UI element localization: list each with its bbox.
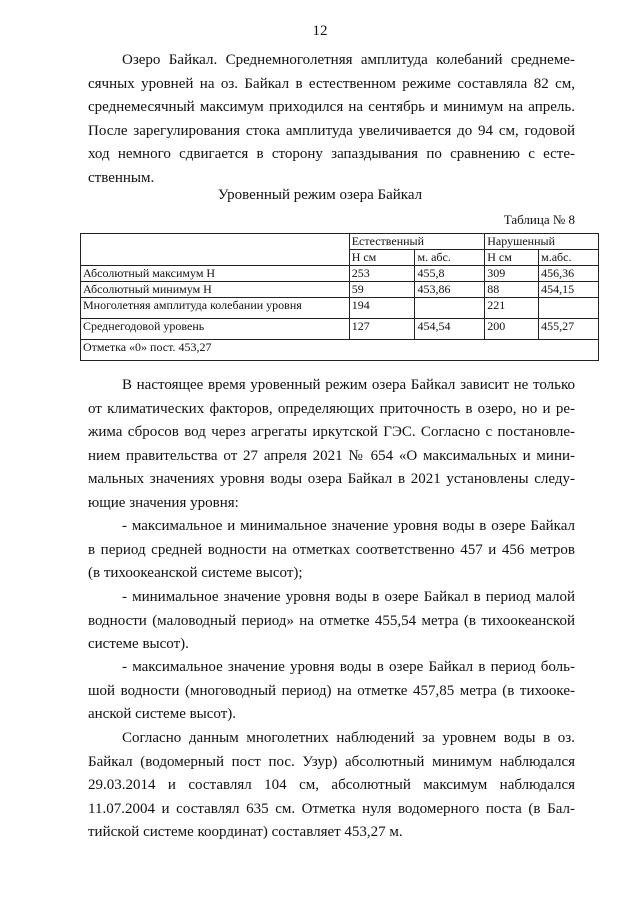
table-cell: 455,27	[539, 319, 599, 340]
body-line: (в тихоокеанской системе высот);	[88, 565, 303, 581]
body-paragraph	[88, 727, 575, 845]
body-line: тийской системе координат) составляет 453,27 м.	[88, 824, 403, 840]
row-name: Среднегодовой уровень	[81, 319, 350, 340]
row-name: Многолетняя амплитуда колебании уровня	[81, 298, 350, 319]
intro-line: среднемесячный максимум приходился на сентябрь и минимум на апрель.	[88, 99, 575, 115]
table-footer-row	[81, 340, 599, 361]
group-header-disturbed: Нарушенный	[485, 234, 599, 250]
row-name: Абсолютный минимум Н	[81, 282, 350, 298]
body-line: от климатических факторов, определяющих приточность в озеро, но и ре-	[88, 400, 575, 417]
sub-header: Н см	[349, 250, 415, 266]
body-line: жима сбросов вод через агрегаты иркутской ГЭС. Согласно с постановле-	[88, 424, 575, 440]
intro-line: Озеро Байкал. Среднемноголетняя амплитуда колебаний среднеме-	[122, 52, 575, 68]
table-label: Таблица № 8	[503, 212, 575, 227]
page-number: 12	[312, 23, 328, 39]
table-cell: 127	[349, 319, 415, 340]
intro-paragraph	[88, 49, 575, 190]
body-line: ющие значения уровня:	[88, 494, 239, 511]
table-row	[81, 298, 599, 319]
table-cell: 454,54	[415, 319, 485, 340]
body-line: Согласно данным многолетних наблюдений за уровнем воды в оз.	[122, 730, 575, 746]
group-header-natural: Естественный	[349, 234, 485, 250]
body-line: 11.07.2004 и составлял 635 см. Отметка нуля водомерного поста (в Бал-	[88, 800, 575, 817]
body-line: - максимальное и минимальное значение уровня воды в озере Байкал	[122, 518, 575, 534]
table-cell: 309	[485, 266, 539, 282]
table-cell: 454,15	[539, 282, 599, 298]
list-item	[88, 656, 575, 727]
table-cell	[539, 298, 599, 319]
table-cell: 455,8	[415, 266, 485, 282]
intro-line: сячных уровней на оз. Байкал в естественном режиме составляла 82 см,	[88, 75, 575, 92]
body-line: - минимальное значение уровня воды в озере Байкал в период малой	[122, 589, 575, 605]
body-line: в период средней водности на отметках соответственно 457 и 456 метров	[88, 541, 575, 558]
table-row	[81, 266, 599, 282]
table-cell: 59	[349, 282, 415, 298]
table-cell: 253	[349, 266, 415, 282]
table-cell	[415, 298, 485, 319]
body-line: Байкал (водомерный пост пос. Узур) абсолютный минимум наблюдался	[88, 753, 575, 770]
body-line: шой водности (многоводный период) на отметке 457,85 метра (в тихооке-	[88, 682, 575, 699]
table-cell: 221	[485, 298, 539, 319]
body-line: - максимальное значение уровня воды в озере Байкал в период боль-	[122, 659, 575, 675]
sub-header: Н см	[485, 250, 539, 266]
table-cell: 194	[349, 298, 415, 319]
body-line: 29.03.2014 и составлял 104 см, абсолютный максимум наблюдался	[88, 777, 575, 793]
table-corner-cell	[81, 234, 350, 266]
body-paragraph	[88, 374, 575, 515]
row-name: Абсолютный максимум Н	[81, 266, 350, 282]
list-item	[88, 515, 575, 586]
table-row	[81, 319, 599, 340]
body-line: анской системе высот).	[88, 706, 237, 722]
table-cell: 453,86	[415, 282, 485, 298]
body-line: мальных значениях уровня воды озера Байкал в 2021 установлены следу-	[88, 471, 575, 487]
body-line: системе высот).	[88, 636, 189, 652]
table-footer: Отметка «0» пост. 453,27	[81, 340, 599, 361]
sub-header: м. абс.	[415, 250, 485, 266]
table-cell: 200	[485, 319, 539, 340]
table-row	[81, 282, 599, 298]
table-cell: 88	[485, 282, 539, 298]
body-line: нием правительства от 27 апреля 2021 № 654 «О максимальных и мини-	[88, 447, 575, 464]
body-line: водности (маловодный период» на отметке 455,54 метра (в тихоокеанской	[88, 612, 575, 629]
table-cell: 456,36	[539, 266, 599, 282]
intro-line: ход немного сдвигается в сторону запаздывания по сравнению с есте-	[88, 146, 575, 162]
body-line: В настоящее время уровенный режим озера Байкал зависит не только	[122, 377, 575, 393]
table-title: Уровенный режим озера Байкал	[217, 187, 423, 203]
sub-header: м.абс.	[539, 250, 599, 266]
level-table	[80, 233, 599, 361]
intro-line: После зарегулирования стока амплитуда увеличивается до 94 см, годовой	[88, 122, 575, 139]
table-header-row	[81, 234, 599, 250]
intro-line: ственным.	[88, 169, 155, 186]
list-item	[88, 586, 575, 657]
